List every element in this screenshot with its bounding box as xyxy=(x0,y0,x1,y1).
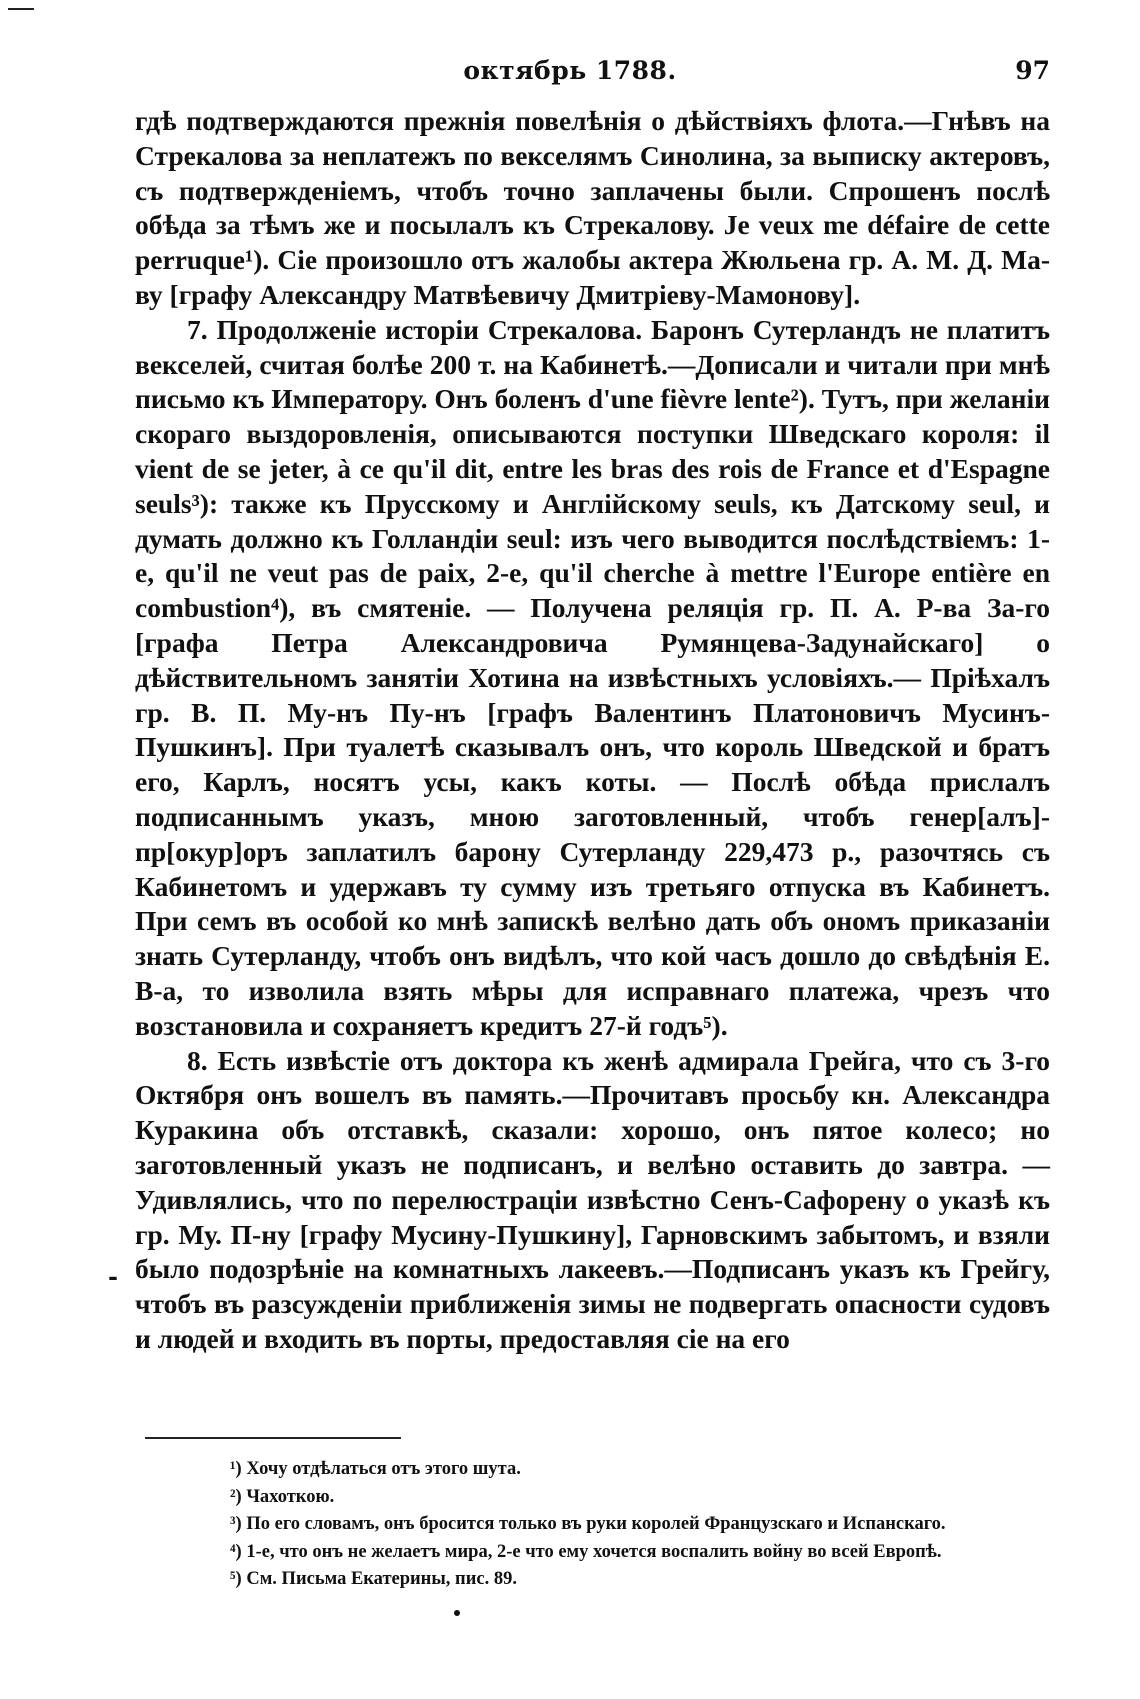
body-text xyxy=(135,104,1050,1357)
paragraph-7: 7. Продолженіе исторіи Стрекалова. Баронъ Сутерландъ не платитъ векселей, считая болѣе 200 т. на Кабинетѣ.—Дописали и читали при мнѣ письмо къ Императору. Онъ боленъ d'une fièvre lente²). Тутъ, при желаніи скораго выздоровленія, описываются поступки Шведскаго короля: il vient de se jeter, à ce qu'il dit, entre les bras des rois de France et d'Espagne seuls³): также къ Прусскому и Англійскому seuls, къ Датскому seul, и думать должно къ Голландіи seul: изъ чего выводится послѣдствіемъ: 1-е, qu'il ne veut pas de paix, 2-е, qu'il cherche à mettre l'Europe entière en combustion⁴), въ смятеніе. — Получена реляція гр. П. А. Р-ва За-го [графа Петра Александровича Румянцева-Задунайскаго] о дѣйствительномъ занятіи Хотина на извѣстныхъ условіяхъ.— Пріѣхалъ гр. В. П. Му-нъ Пу-нъ [графъ Валентинъ Платоновичъ Мусинъ-Пушкинъ]. При туалетѣ сказывалъ онъ, что король Шведской и братъ его, Карлъ, носятъ усы, какъ коты. — Послѣ обѣда прислалъ подписаннымъ указъ, мною заготовленный, чтобъ генер[алъ]-пр[окур]оръ заплатилъ барону Сутерланду 229,473 р., разочтясь съ Кабинетомъ и удержавъ ту сумму изъ третьяго отпуска въ Кабинетъ. При семъ въ особой ко мнѣ запискѣ велѣно дать объ ономъ приказаніи знать Сутерланду, чтобъ онъ видѣлъ, что кой часъ дошло до свѣдѣнія Е. В-а, то изволила взять мѣры для исправнаго платежа, чрезъ что возстановила и сохраняетъ кредитъ 27-й годъ⁵). xyxy=(135,313,1050,1041)
footnote-3 xyxy=(230,1511,1100,1539)
paragraph-continued: гдѣ подтверждаются прежнія повелѣнія о дѣйствіяхъ флота.—Гнѣвъ на Стрекалова за неплатежъ по векселямъ Синолина, за выписку актеровъ, съ подтвержденіемъ, чтобъ точно заплачены были. Спрошенъ послѣ обѣда за тѣмъ же и посылалъ къ Стрекалову. Je veux me défaire de cette perruque¹). Сіе произошло отъ жалобы актера Жюльена гр. А. М. Д. Ма-ву [графу Александру Матвѣевичу Дмитріеву-Мамонову]. xyxy=(135,105,1050,310)
footnote-1 xyxy=(230,1456,1100,1484)
footnote-text: Чахоткою. xyxy=(246,1486,335,1507)
page-number: 97 xyxy=(1015,56,1050,85)
footnote-text: По его словамъ, онъ бросится только въ руки королей Французскаго и Испанскаго. xyxy=(246,1514,946,1534)
footnotes xyxy=(230,1456,1100,1594)
footnote-mark: ³) xyxy=(230,1514,242,1534)
running-head xyxy=(0,56,1140,96)
footnote-mark: ⁴) xyxy=(230,1541,242,1562)
footnote-5 xyxy=(230,1566,1100,1594)
footnote-text: См. Письма Екатерины, пис. 89. xyxy=(246,1569,517,1589)
paragraph-8: 8. Есть извѣстіе отъ доктора къ женѣ адмирала Грейга, что съ 3-го Октября онъ вошелъ въ память.—Прочитавъ просьбу кн. Александра Куракина объ отставкѣ, сказали: хорошо, онъ пятое колесо; но заготовленный указъ не подписанъ, и велѣно оставить до завтра. —Удивлялись, что по перелюстраціи извѣстно Сенъ-Сафорену о указѣ къ гр. Му. П-ну [графу Мусину-Пушкину], Гарновскимъ забытомъ, и взяли было подозрѣніе на комнатныхъ лакеевъ.—Подписанъ указъ къ Грейгу, чтобъ въ разсужденіи приближенія зимы не подвергать опасности судовъ и людей и входить въ порты, предоставляя сіе на его xyxy=(135,1044,1050,1354)
footnote-rule xyxy=(145,1437,401,1439)
footnote-text: Хочу отдѣлаться отъ этого шута. xyxy=(246,1459,521,1479)
corner-mark xyxy=(8,8,34,10)
running-head-title: октябрь 1788. xyxy=(463,56,677,85)
margin-mark: - xyxy=(108,1262,118,1291)
footnote-mark: ²) xyxy=(230,1486,242,1507)
footnote-text: 1-е, что онъ не желаетъ мира, 2-е что ему хочется воспалить войну во всей Европѣ. xyxy=(246,1541,942,1562)
footnote-mark: ⁵) xyxy=(230,1569,242,1589)
footnote-4 xyxy=(230,1539,1100,1567)
bottom-dot xyxy=(454,1610,460,1616)
footnote-mark: ¹) xyxy=(230,1459,242,1479)
footnote-2 xyxy=(230,1484,1100,1512)
